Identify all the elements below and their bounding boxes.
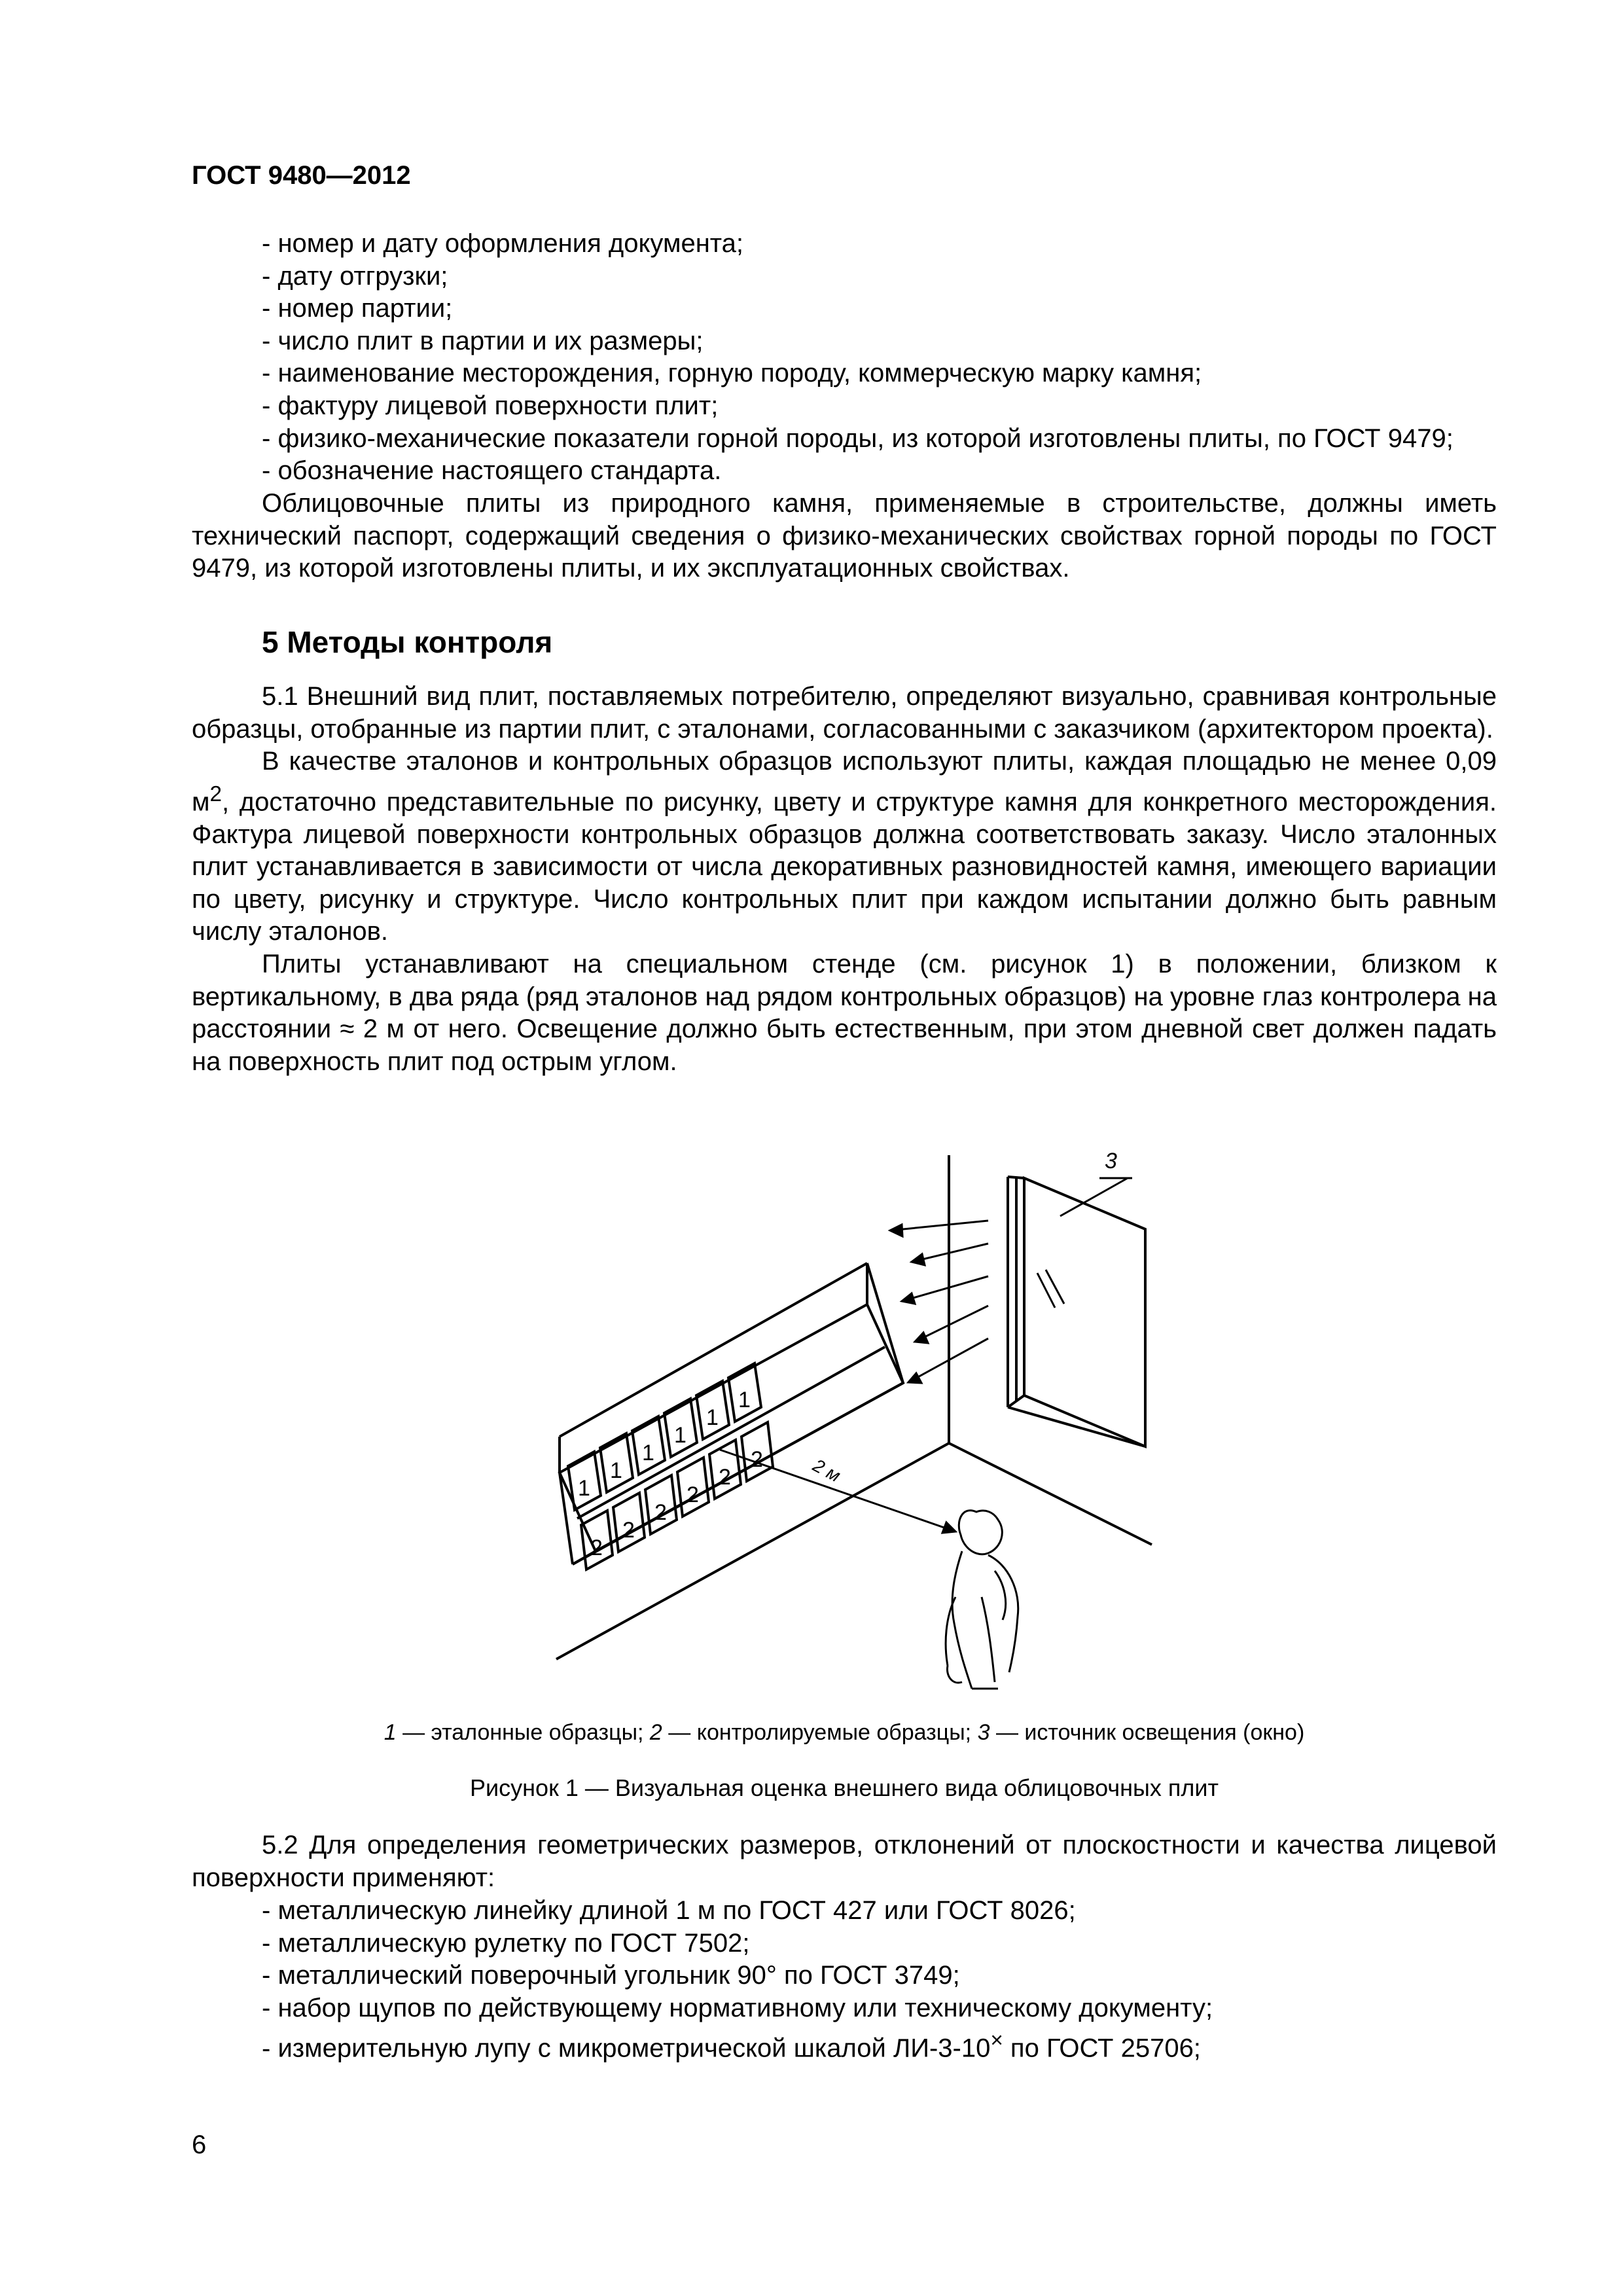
superscript-2: 2: [209, 781, 223, 806]
list-item: [262, 2024, 1213, 2065]
superscript-x: ×: [990, 2028, 1003, 2053]
section-title: 5 Методы контроля: [262, 625, 553, 659]
list-item: - число плит в партии и их размеры;: [262, 325, 1454, 358]
label-2: 2: [719, 1465, 731, 1490]
list-item: - фактуру лицевой поверхности плит;: [262, 390, 1454, 423]
label-2: 2: [687, 1482, 699, 1507]
sight-line: [720, 1450, 955, 1533]
legend-number: 1: [383, 1720, 397, 1745]
list-item: - номер партии;: [262, 293, 1454, 325]
legend-number: 2: [649, 1720, 662, 1745]
instruments-list: [262, 1895, 1213, 2065]
figure-legend: [192, 1720, 1497, 1746]
sample-stand: [560, 1263, 903, 1570]
list-item: - дату отгрузки;: [262, 260, 1454, 293]
list-item: - металлическую рулетку по ГОСТ 7502;: [262, 1928, 1213, 1960]
paragraph-samples-part-b: , достаточно представительные по рисунку, цвету и структуре камня для конкретного месторождения. Фактура лицевой поверхности контрольных образцов должна соответствовать заказу. Число эталонных плит устанавливается в зависимости от числа декоративных разновидностей камня, имеющего вариации по цвету, рисунку и структуре. Число контрольных плит при каждом испытании должно быть равным числу эталонов.: [192, 787, 1497, 946]
legend-text: — контролируемые образцы;: [662, 1720, 978, 1745]
section5-body: [192, 681, 1497, 1078]
label-1: 1: [642, 1441, 654, 1465]
document-code-header: ГОСТ 9480—2012: [192, 161, 411, 190]
list-item-part-b: по ГОСТ 25706;: [1003, 2034, 1201, 2063]
floor-wall-line: [949, 1443, 1152, 1545]
window-illustration: [1008, 1177, 1145, 1446]
label-2: 2: [654, 1500, 667, 1525]
label-2: 2: [751, 1447, 763, 1472]
list-item: - номер и дату оформления документа;: [262, 228, 1454, 260]
label-1: 1: [610, 1458, 622, 1483]
paragraph-stand: Плиты устанавливают на специальном стенде (см. рисунок 1) в положении, близком к вертикальному, в два ряда (ряд эталонов над рядом контрольных образцов) на уровне глаз контролера на расстоянии ≈ 2 м от него. Освещение должно быть естественным, при этом дневной свет должен падать на поверхность плит под острым углом.: [192, 950, 1497, 1076]
page-number: 6: [192, 2130, 207, 2159]
person-illustration: [946, 1511, 1018, 1689]
list-item: - металлический поверочный угольник 90° по ГОСТ 3749;: [262, 1960, 1213, 1992]
label-1: 1: [706, 1405, 719, 1430]
shipping-document-list: [262, 228, 1454, 488]
light-arrows: [890, 1221, 988, 1383]
list-item: - металлическую линейку длиной 1 м по ГОСТ 427 или ГОСТ 8026;: [262, 1895, 1213, 1928]
passport-paragraph-block: [192, 488, 1497, 585]
label-1: 1: [674, 1423, 687, 1448]
distance-label: 2 м: [810, 1454, 844, 1486]
list-item: - наименование месторождения, горную породу, коммерческую марку камня;: [262, 357, 1454, 390]
figure-caption: Рисунок 1 — Визуальная оценка внешнего вида облицовочных плит: [470, 1774, 1219, 1801]
list-item: - набор щупов по действующему нормативному или техническому документу;: [262, 1992, 1213, 2025]
list-item: - физико-механические показатели горной породы, из которой изготовлены плиты, по ГОСТ 9479;: [262, 423, 1454, 456]
legend-text: — источник освещения (окно): [990, 1720, 1305, 1745]
label-1: 1: [738, 1388, 751, 1412]
figure-visual-inspection: [537, 1139, 1178, 1715]
label-2: 2: [622, 1518, 635, 1543]
paragraph-5-2: 5.2 Для определения геометрических размеров, отклонений от плоскостности и качества лицевой поверхности применяют:: [192, 1831, 1497, 1892]
legend-text: — эталонные образцы;: [396, 1720, 650, 1745]
label-2: 2: [590, 1535, 603, 1560]
paragraph-5-1: 5.1 Внешний вид плит, поставляемых потребителю, определяют визуально, сравнивая контрольные образцы, отобранные из партии плит, с эталонами, согласованными с заказчиком (архитектором проекта).: [192, 682, 1497, 744]
label-1: 1: [578, 1476, 590, 1501]
label-3: 3: [1105, 1149, 1117, 1174]
list-item: - обозначение настоящего стандарта.: [262, 455, 1454, 488]
list-item-part-a: измерительную лупу с микрометрической шкалой ЛИ-3-10: [277, 2034, 991, 2063]
passport-paragraph: Облицовочные плиты из природного камня, применяемые в строительстве, должны иметь технический паспорт, содержащий сведения о физико-механических свойствах горной породы по ГОСТ 9479, из которой изготовлены плиты, и их эксплуатационных свойствах.: [192, 489, 1497, 583]
paragraph-5-2-block: [192, 1829, 1497, 1894]
paragraph-samples: [192, 745, 1497, 948]
legend-number: 3: [977, 1720, 990, 1745]
paragraph-samples-part-a: В качестве эталонов и контрольных образцов используют плиты, каждая площадью не менее 0,09 м: [192, 747, 1497, 817]
